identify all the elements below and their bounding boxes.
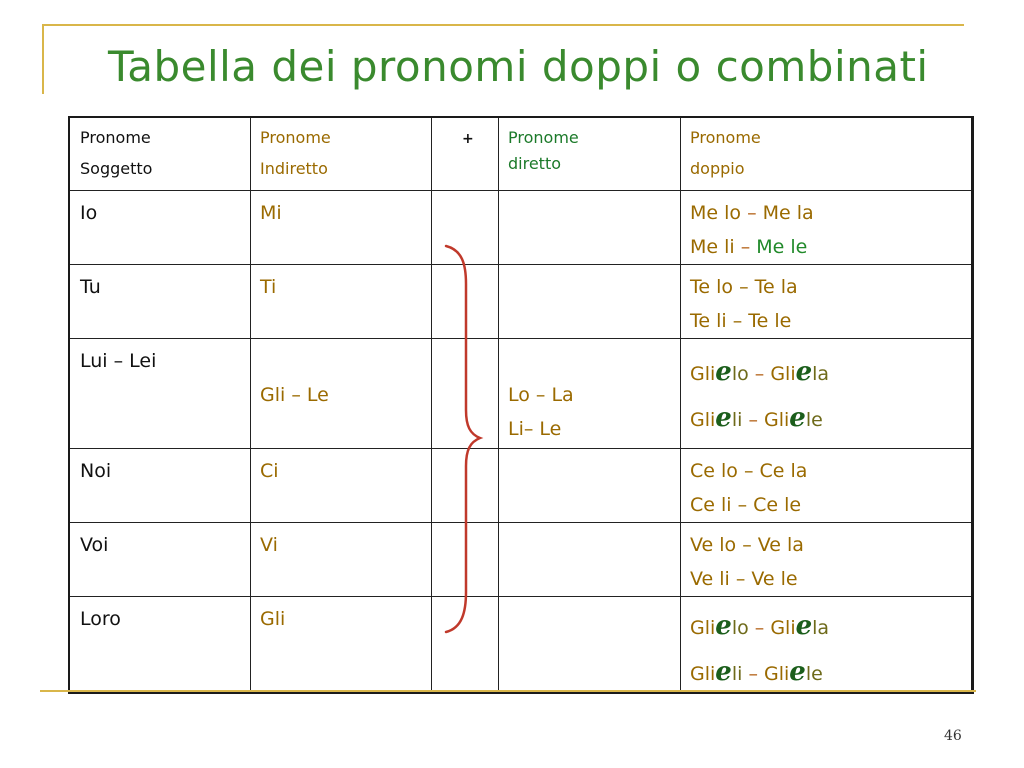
- indiretto-gli-le: Gli – Le: [260, 384, 329, 406]
- row-divider: [70, 190, 971, 191]
- page-number: 46: [944, 728, 962, 744]
- diretto-line: Li– Le: [508, 418, 562, 440]
- combo-me: [690, 196, 814, 264]
- combo-e: e: [795, 611, 813, 641]
- combo-part: Ve la: [757, 534, 804, 556]
- row-divider: [70, 338, 971, 339]
- combo-dash: –: [735, 568, 746, 590]
- combo-part: Me la: [762, 202, 814, 224]
- combo-part: Te li: [690, 310, 727, 332]
- combo-part: le: [805, 409, 823, 431]
- combo-part: Me lo: [690, 202, 742, 224]
- diretto-line: Lo – La: [508, 384, 574, 406]
- combo-dash: –: [742, 534, 752, 556]
- header-line: doppio: [690, 159, 745, 178]
- combo-part: Ve le: [751, 568, 798, 590]
- row-divider: [70, 596, 971, 597]
- header-plus: +: [462, 131, 474, 147]
- combo-part: la: [812, 617, 830, 639]
- combo-part: Me le: [756, 236, 808, 258]
- header-indiretto: [260, 122, 331, 184]
- column-divider: [250, 118, 251, 691]
- soggetto-lui-lei: Lui – Lei: [80, 350, 157, 372]
- combo-e: e: [715, 403, 732, 433]
- frame-left-line: [42, 24, 44, 94]
- indiretto-ci: Ci: [260, 460, 279, 482]
- header-soggetto: [80, 122, 152, 184]
- combo-part: Gli: [690, 363, 716, 385]
- combo-e: e: [715, 611, 732, 641]
- combo-part: Te la: [754, 276, 798, 298]
- column-divider: [498, 118, 499, 691]
- header-line: Pronome: [260, 128, 331, 147]
- combo-dash: –: [747, 202, 757, 224]
- header-line: Pronome: [690, 128, 761, 147]
- combo-dash: –: [740, 236, 751, 258]
- combo-glie-lui: [690, 350, 829, 442]
- combo-part: Me li: [690, 236, 735, 258]
- diretto-values: [508, 378, 574, 446]
- combo-dash: –: [754, 617, 765, 639]
- combo-part: lo: [731, 363, 749, 385]
- header-doppio: [690, 122, 761, 184]
- column-divider: [680, 118, 681, 691]
- combo-dash: –: [748, 409, 758, 431]
- frame-top-line: [42, 24, 964, 26]
- row-divider: [70, 522, 971, 523]
- pronoun-table: [68, 116, 974, 694]
- slide-title: Tabella dei pronomi doppi o combinati: [108, 42, 929, 91]
- combo-part: Ce li: [690, 494, 732, 516]
- combo-part: Ve lo: [690, 534, 737, 556]
- combo-part: Te lo: [690, 276, 734, 298]
- combo-dash: –: [739, 276, 749, 298]
- row-divider: [70, 448, 971, 449]
- combo-part: Gli: [690, 617, 716, 639]
- combo-part: Ce la: [759, 460, 808, 482]
- frame-bottom-line: [40, 690, 976, 692]
- header-line: Pronome: [508, 128, 579, 147]
- combo-e: e: [795, 357, 813, 387]
- combo-dash: –: [754, 363, 765, 385]
- header-line: Pronome: [80, 128, 151, 147]
- combo-part: Gli: [770, 617, 796, 639]
- combo-ve: [690, 528, 804, 596]
- combo-dash: –: [743, 460, 754, 482]
- combo-e: e: [789, 657, 806, 687]
- combo-dash: –: [748, 663, 758, 685]
- combo-dash: –: [732, 310, 743, 332]
- indiretto-mi: Mi: [260, 202, 282, 224]
- combo-e: e: [789, 403, 806, 433]
- combo-part: Ce lo: [690, 460, 738, 482]
- header-line: Indiretto: [260, 159, 328, 178]
- combo-part: Gli: [690, 663, 716, 685]
- soggetto-tu: Tu: [80, 276, 101, 298]
- header-line: diretto: [508, 154, 562, 173]
- combo-part: Gli: [690, 409, 716, 431]
- soggetto-loro: Loro: [80, 608, 121, 630]
- soggetto-voi: Voi: [80, 534, 109, 556]
- combo-part: li: [731, 663, 743, 685]
- combo-part: Gli: [763, 409, 790, 431]
- combo-part: Ve li: [690, 568, 730, 590]
- soggetto-noi: Noi: [80, 460, 112, 482]
- combo-e: e: [715, 657, 732, 687]
- indiretto-vi: Vi: [260, 534, 278, 556]
- combo-ce: [690, 454, 807, 522]
- combo-e: e: [715, 357, 732, 387]
- combo-part: la: [812, 363, 830, 385]
- header-diretto: [508, 125, 579, 177]
- indiretto-gli: Gli: [260, 608, 286, 630]
- combo-part: lo: [731, 617, 749, 639]
- combo-part: Gli: [770, 363, 796, 385]
- soggetto-io: Io: [80, 202, 98, 224]
- combo-part: Ce le: [753, 494, 802, 516]
- combo-part: li: [731, 409, 743, 431]
- header-line: Soggetto: [80, 159, 153, 178]
- curly-brace-icon: [440, 240, 490, 640]
- combo-dash: –: [737, 494, 748, 516]
- combo-te: [690, 270, 798, 338]
- row-divider: [70, 264, 971, 265]
- combo-part: Te le: [748, 310, 792, 332]
- column-divider: [431, 118, 432, 691]
- combo-glie-loro: [690, 604, 829, 696]
- combo-part: Gli: [763, 663, 790, 685]
- combo-part: le: [805, 663, 823, 685]
- indiretto-ti: Ti: [260, 276, 277, 298]
